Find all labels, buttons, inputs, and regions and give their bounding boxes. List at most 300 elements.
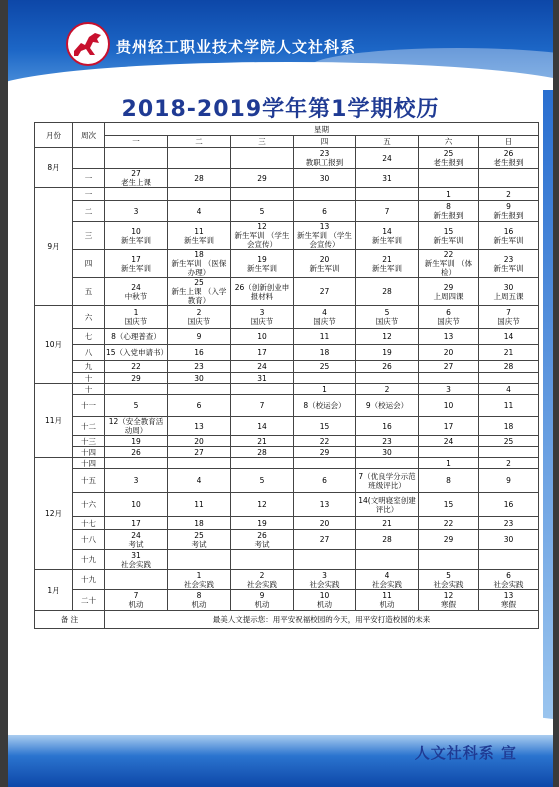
day-number: 13 <box>319 222 330 231</box>
day-cell <box>356 458 419 469</box>
day-cell <box>168 395 231 417</box>
day-cell <box>419 169 479 188</box>
day-number: 29 <box>319 447 330 457</box>
day-cell <box>294 590 356 611</box>
day-cell <box>419 493 479 517</box>
day-number: 27 <box>443 362 454 371</box>
day-cell <box>231 550 294 570</box>
day-cell <box>231 570 294 590</box>
day-cell <box>479 361 539 373</box>
day-cell <box>231 361 294 373</box>
horse-icon <box>71 29 105 59</box>
day-number: 29 <box>443 535 454 544</box>
day-cell <box>294 550 356 570</box>
day-number: 27 <box>131 169 141 178</box>
day-number: 26（创新创业申报材料 <box>234 282 290 301</box>
week-number-cell: 五 <box>73 278 105 306</box>
day-number: 9 <box>506 476 511 485</box>
day-cell <box>105 306 168 329</box>
day-cell <box>231 345 294 361</box>
day-event: 机动 <box>128 600 144 609</box>
day-number: 6 <box>446 308 451 317</box>
day-cell <box>479 436 539 447</box>
day-number: 22 <box>443 518 454 528</box>
day-number: 23 <box>382 436 392 446</box>
day-cell <box>356 570 419 590</box>
day-cell <box>356 436 419 447</box>
school-name: 贵州轻工职业技术学院人文社科系 <box>116 38 357 56</box>
day-cell <box>356 278 419 306</box>
day-cell <box>168 188 231 201</box>
day-cell <box>356 361 419 373</box>
day-number: 2 <box>384 384 390 394</box>
day-number: 28 <box>257 447 267 457</box>
day-number: 23 <box>503 518 514 528</box>
day-number: 5 <box>446 570 451 580</box>
day-cell <box>168 469 231 493</box>
day-cell <box>479 395 539 417</box>
day-number: 10 <box>443 401 454 410</box>
day-cell <box>419 458 479 469</box>
day-cell <box>231 395 294 417</box>
day-number: 8 <box>446 202 451 211</box>
day-number: 11 <box>194 226 204 236</box>
day-event: 国庆节 <box>375 317 399 326</box>
day-cell <box>168 169 231 188</box>
day-number: 8（校运会） <box>303 401 346 410</box>
day-number: 15 <box>319 421 330 431</box>
week-number-cell: 七 <box>73 329 105 345</box>
day-cell <box>294 169 356 188</box>
day-number: 26 <box>257 530 267 540</box>
week-number-cell: 八 <box>73 345 105 361</box>
day-cell <box>479 469 539 493</box>
week-row <box>35 222 539 250</box>
day-event: 考试 <box>254 539 270 549</box>
note-row <box>35 611 539 629</box>
day-number: 18 <box>503 421 514 431</box>
day-number: 13 <box>194 421 204 431</box>
day-cell <box>479 148 539 169</box>
day-cell <box>168 447 231 458</box>
day-number: 7 <box>259 401 265 410</box>
week-number-cell: 十四 <box>73 447 105 458</box>
week-number-cell <box>73 148 105 169</box>
day-cell <box>479 188 539 201</box>
day-cell <box>168 458 231 469</box>
day-cell <box>231 148 294 169</box>
day-event: 国庆节 <box>313 317 336 326</box>
day-number: 14 <box>257 421 267 431</box>
day-number: 24 <box>131 530 141 540</box>
day-cell <box>294 373 356 384</box>
day-cell <box>105 148 168 169</box>
day-event: 上周五课 <box>493 291 524 301</box>
day-cell <box>294 148 356 169</box>
day-number: 25 <box>503 436 514 446</box>
day-number: 27 <box>319 287 330 296</box>
day-number: 5 <box>384 308 390 317</box>
day-number: 21 <box>382 518 392 528</box>
day-cell <box>168 278 231 306</box>
footer-signature: 人文社科系 宣 <box>414 744 517 762</box>
day-cell <box>105 417 168 436</box>
day-cell <box>231 493 294 517</box>
day-number: 24 <box>443 436 454 446</box>
day-cell <box>105 590 168 611</box>
day-number: 6 <box>196 401 202 410</box>
day-event: 教职工报到 <box>305 158 344 167</box>
day-number: 17 <box>257 348 267 357</box>
day-number: 1 <box>446 189 451 199</box>
day-cell <box>105 395 168 417</box>
day-cell <box>479 384 539 395</box>
day-number: 31 <box>131 550 141 560</box>
day-cell <box>168 384 231 395</box>
day-event: 国庆节 <box>437 317 460 326</box>
day-number: 16 <box>382 421 392 431</box>
day-cell <box>105 188 168 201</box>
week-row <box>35 201 539 222</box>
day-cell <box>294 458 356 469</box>
week-row <box>35 188 539 201</box>
day-cell <box>105 570 168 590</box>
day-cell <box>168 329 231 345</box>
day-number: 1 <box>322 384 327 394</box>
day-cell <box>105 517 168 530</box>
day-number: 25 <box>194 278 204 287</box>
day-cell <box>479 222 539 250</box>
day-event: 新生军训 <box>247 263 277 273</box>
day-cell <box>105 458 168 469</box>
day-cell <box>294 384 356 395</box>
week-number-cell: 十二 <box>73 417 105 436</box>
day-cell <box>356 517 419 530</box>
day-event: 社会实践 <box>309 579 340 589</box>
day-cell <box>479 530 539 550</box>
day-cell <box>356 201 419 222</box>
day-number: 3 <box>133 476 139 485</box>
day-cell <box>105 201 168 222</box>
day-event: 社会实践 <box>184 579 214 589</box>
day-number: 16 <box>503 500 514 509</box>
week-row <box>35 395 539 417</box>
day-cell <box>168 517 231 530</box>
day-number: 17 <box>131 518 141 528</box>
header-row-1 <box>35 123 539 136</box>
day-number: 9（校运会） <box>365 401 409 410</box>
day-event: 国庆节 <box>187 317 211 326</box>
day-cell <box>168 570 231 590</box>
day-number: 20 <box>319 254 330 264</box>
week-row <box>35 306 539 329</box>
day-cell <box>294 222 356 250</box>
day-event: 机动 <box>379 600 395 609</box>
day-cell <box>479 345 539 361</box>
day-cell <box>356 250 419 278</box>
day-number: 10 <box>319 591 330 600</box>
day-header: 三 <box>231 136 294 148</box>
week-number-cell: 十九 <box>73 550 105 570</box>
day-number: 7 <box>384 206 390 216</box>
day-number: 13 <box>443 332 454 341</box>
day-number: 25 <box>319 362 330 371</box>
day-cell <box>479 458 539 469</box>
day-number: 28 <box>382 287 392 296</box>
day-number: 24 <box>257 362 267 371</box>
week-row <box>35 550 539 570</box>
day-cell <box>419 436 479 447</box>
day-cell <box>479 169 539 188</box>
note-text: 最美人文提示您：用平安祝福校园的今天，用平安打造校园的未来 <box>105 611 539 629</box>
day-number: 19 <box>257 518 267 528</box>
day-cell <box>479 447 539 458</box>
day-event: 新生军训 （体检） <box>424 259 473 277</box>
day-number: 30 <box>382 447 392 457</box>
week-row <box>35 417 539 436</box>
month-cell: 9月 <box>35 188 73 306</box>
day-cell <box>105 373 168 384</box>
week-row <box>35 373 539 384</box>
week-number-cell: 十九 <box>73 570 105 590</box>
week-number-cell: 十六 <box>73 493 105 517</box>
day-cell <box>105 447 168 458</box>
note-label: 备 注 <box>35 611 105 629</box>
week-row <box>35 530 539 550</box>
week-row <box>35 469 539 493</box>
day-number: 12 <box>382 332 392 341</box>
day-number: 3 <box>446 384 451 394</box>
day-event: 新生军训 <box>372 263 402 273</box>
day-event: 新生军训 <box>372 235 402 245</box>
day-cell <box>231 329 294 345</box>
month-cell: 1月 <box>35 570 73 611</box>
day-cell <box>356 590 419 611</box>
day-cell <box>419 250 479 278</box>
day-cell <box>419 222 479 250</box>
week-number-cell: 十八 <box>73 530 105 550</box>
day-number: 20 <box>443 348 454 357</box>
week-number-cell: 十三 <box>73 436 105 447</box>
day-cell <box>294 530 356 550</box>
day-cell <box>231 373 294 384</box>
day-cell <box>294 493 356 517</box>
day-cell <box>231 201 294 222</box>
day-number: 4 <box>196 206 202 216</box>
day-cell <box>356 447 419 458</box>
day-cell <box>419 373 479 384</box>
week-number-cell: 十 <box>73 384 105 395</box>
week-number-cell: 二十 <box>73 590 105 611</box>
day-event: 新生军训 （学生会宣传） <box>297 231 352 249</box>
day-event: 上周四课 <box>433 291 464 301</box>
day-number: 10 <box>131 226 141 236</box>
day-cell <box>168 345 231 361</box>
day-number: 4 <box>506 384 511 394</box>
day-number: 11 <box>382 591 392 600</box>
day-cell <box>105 329 168 345</box>
day-event: 社会实践 <box>433 579 464 589</box>
day-cell <box>168 222 231 250</box>
day-cell <box>168 201 231 222</box>
day-event: 机动 <box>254 600 270 609</box>
week-row <box>35 447 539 458</box>
day-number: 12 <box>257 222 267 231</box>
day-event: 考试 <box>191 539 207 549</box>
day-number: 12 <box>443 591 454 600</box>
day-number: 24 <box>382 153 392 163</box>
day-number: 6 <box>322 206 327 216</box>
day-number: 28 <box>503 362 514 371</box>
day-cell <box>231 188 294 201</box>
day-number: 30 <box>194 373 204 383</box>
day-cell <box>356 345 419 361</box>
day-event: 机动 <box>317 600 332 609</box>
day-number: 11 <box>503 401 514 410</box>
day-cell <box>168 493 231 517</box>
day-number: 2 <box>196 308 202 317</box>
day-cell <box>356 469 419 493</box>
day-event: 新生军训 <box>121 263 151 273</box>
day-cell <box>294 188 356 201</box>
day-number: 6 <box>506 570 511 580</box>
day-cell <box>479 278 539 306</box>
day-cell <box>231 530 294 550</box>
day-header: 六 <box>419 136 479 148</box>
day-number: 30 <box>503 282 514 292</box>
day-cell <box>231 169 294 188</box>
day-cell <box>356 550 419 570</box>
day-event: 社会实践 <box>121 559 151 569</box>
day-cell <box>479 373 539 384</box>
day-cell <box>168 306 231 329</box>
day-cell <box>419 517 479 530</box>
day-event: 社会实践 <box>493 579 524 589</box>
day-cell <box>419 590 479 611</box>
day-cell <box>419 417 479 436</box>
day-event: 新生报到 <box>493 211 524 220</box>
day-cell <box>479 417 539 436</box>
day-cell <box>294 447 356 458</box>
day-number: 9 <box>259 591 265 600</box>
day-cell <box>419 345 479 361</box>
day-number: 29 <box>443 282 454 292</box>
day-cell <box>356 417 419 436</box>
day-number: 27 <box>319 535 330 544</box>
day-cell <box>231 447 294 458</box>
week-number-cell: 一 <box>73 169 105 188</box>
day-header: 日 <box>479 136 539 148</box>
day-cell <box>168 590 231 611</box>
day-cell <box>479 590 539 611</box>
day-cell <box>419 395 479 417</box>
day-cell <box>168 148 231 169</box>
week-row <box>35 361 539 373</box>
day-event: 新生军训 （医保办理） <box>171 259 227 277</box>
week-row <box>35 250 539 278</box>
day-cell <box>168 250 231 278</box>
day-event: 新生报到 <box>433 211 464 220</box>
day-cell <box>168 530 231 550</box>
day-number: 18 <box>194 250 204 259</box>
day-number: 16 <box>503 226 514 236</box>
day-event: 机动 <box>191 600 207 609</box>
day-cell <box>294 436 356 447</box>
week-row <box>35 148 539 169</box>
day-event: 老生上课 <box>121 178 151 187</box>
day-cell <box>294 395 356 417</box>
day-cell <box>356 373 419 384</box>
day-event: 新生军训 <box>433 235 464 245</box>
day-cell <box>419 329 479 345</box>
day-cell <box>231 306 294 329</box>
day-event: 新生军训 <box>121 235 151 245</box>
day-number: 14(文明寝室创建评比） <box>358 495 416 514</box>
calendar-title: 2018-2019学年第1学期校历 <box>121 97 440 122</box>
day-number: 1 <box>196 570 202 580</box>
day-event: 社会实践 <box>247 579 277 589</box>
day-number: 26 <box>131 447 141 457</box>
day-number: 14 <box>382 226 392 236</box>
day-cell <box>419 148 479 169</box>
day-cell <box>419 188 479 201</box>
week-number-cell: 十四 <box>73 458 105 469</box>
day-cell <box>105 361 168 373</box>
day-cell <box>419 201 479 222</box>
day-number: 18 <box>194 518 204 528</box>
day-number: 23 <box>503 254 514 264</box>
day-number: 3 <box>133 206 139 216</box>
day-event: 中秋节 <box>124 291 148 301</box>
day-number: 15 <box>443 226 454 236</box>
day-cell <box>231 278 294 306</box>
day-event: 考试 <box>128 539 144 549</box>
day-number: 3 <box>322 570 327 580</box>
day-cell <box>419 306 479 329</box>
day-cell <box>294 417 356 436</box>
day-cell <box>231 458 294 469</box>
day-number: 15（入党申请书） <box>106 348 169 357</box>
day-cell <box>168 417 231 436</box>
day-number: 4 <box>384 570 390 580</box>
day-event: 老生报到 <box>493 158 524 167</box>
day-event: 老生报到 <box>433 158 464 167</box>
day-number: 13 <box>503 591 514 600</box>
day-cell <box>294 345 356 361</box>
week-row <box>35 384 539 395</box>
day-cell <box>231 469 294 493</box>
day-cell <box>419 447 479 458</box>
day-event: 国庆节 <box>497 317 520 326</box>
week-number-cell: 十一 <box>73 395 105 417</box>
day-event: 新生上课 （入学教育） <box>171 287 227 305</box>
day-cell <box>105 384 168 395</box>
week-number-cell: 六 <box>73 306 105 329</box>
day-number: 24 <box>131 282 141 292</box>
day-number: 15 <box>443 500 454 509</box>
week-row <box>35 493 539 517</box>
day-number: 23 <box>194 362 204 371</box>
day-cell <box>105 250 168 278</box>
day-number: 9 <box>196 332 202 341</box>
day-number: 8 <box>446 476 451 485</box>
day-number: 28 <box>382 535 392 544</box>
day-cell <box>356 395 419 417</box>
day-cell <box>356 306 419 329</box>
day-cell <box>105 550 168 570</box>
day-cell <box>479 570 539 590</box>
day-event: 新生军训 <box>309 263 340 273</box>
